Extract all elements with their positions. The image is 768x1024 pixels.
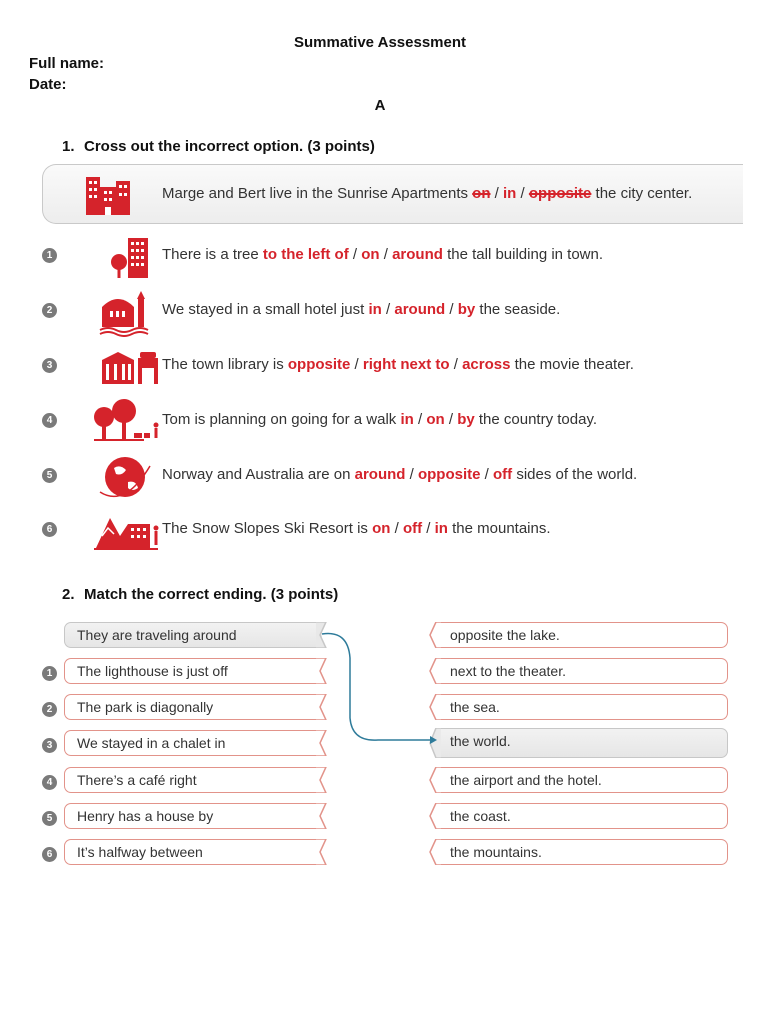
- apartments-icon: [83, 171, 135, 217]
- q1-item: [42, 506, 742, 556]
- example-option-crossed[interactable]: opposite: [528, 185, 592, 202]
- right-ending[interactable]: the sea.: [436, 694, 728, 720]
- right-ending-example: the world.: [436, 728, 728, 758]
- q1-number: 1.: [62, 138, 75, 155]
- example-after: the city center.: [595, 185, 693, 202]
- example-before: Marge and Bert live in the Sunrise Apartments: [162, 185, 468, 202]
- item-number-badge: 4: [42, 775, 57, 790]
- option[interactable]: to the left of: [262, 246, 349, 263]
- option[interactable]: by: [457, 301, 476, 318]
- q1-example-box: [42, 164, 743, 224]
- right-ending[interactable]: next to the theater.: [436, 658, 728, 684]
- option[interactable]: in: [434, 520, 448, 537]
- option[interactable]: off: [402, 520, 423, 537]
- item-number-badge: 3: [42, 358, 57, 373]
- date-label: Date:: [29, 76, 67, 93]
- option[interactable]: around: [354, 466, 406, 483]
- item-sentence: The town library is opposite / right next to / across the movie theater.: [162, 356, 634, 373]
- q1-item: [42, 232, 742, 282]
- item-sentence: There is a tree to the left of / on / around the tall building in town.: [162, 246, 604, 263]
- option[interactable]: on: [361, 246, 380, 263]
- item-number-badge: 3: [42, 738, 57, 753]
- option[interactable]: around: [392, 246, 443, 263]
- item-number-badge: 6: [42, 522, 57, 537]
- q1-heading: [62, 138, 375, 155]
- option[interactable]: by: [457, 411, 475, 428]
- option[interactable]: across: [462, 356, 511, 373]
- countryside-walk-icon: [70, 397, 160, 447]
- right-ending[interactable]: the coast.: [436, 803, 728, 829]
- globe-icon: [70, 452, 160, 502]
- option[interactable]: opposite: [417, 466, 481, 483]
- option[interactable]: on: [372, 520, 391, 537]
- q1-heading-text: Cross out the incorrect option. (3 points): [84, 138, 375, 155]
- q2-heading-text: Match the correct ending. (3 points): [84, 586, 339, 603]
- right-ending[interactable]: the mountains.: [436, 839, 728, 865]
- item-number-badge: 2: [42, 303, 57, 318]
- item-number-badge: 4: [42, 413, 57, 428]
- item-sentence: We stayed in a small hotel just in / around / by the seaside.: [162, 301, 561, 318]
- item-number-badge: 5: [42, 811, 57, 826]
- q2-heading: [62, 586, 338, 603]
- left-phrase[interactable]: It’s halfway between: [64, 839, 322, 865]
- item-sentence: The Snow Slopes Ski Resort is on / off / in the mountains.: [162, 520, 551, 537]
- item-number-badge: 6: [42, 847, 57, 862]
- item-sentence: Norway and Australia are on around / opposite / off sides of the world.: [162, 466, 638, 483]
- left-phrase[interactable]: There’s a café right: [64, 767, 322, 793]
- option[interactable]: in: [400, 411, 414, 428]
- option[interactable]: opposite: [287, 356, 351, 373]
- q2-number: 2.: [62, 586, 75, 603]
- option[interactable]: off: [492, 466, 513, 483]
- item-sentence: Tom is planning on going for a walk in / on / by the country today.: [162, 411, 597, 428]
- ski-resort-icon: [70, 506, 160, 556]
- example-match-arrow: [318, 628, 438, 748]
- tree-building-icon: [70, 232, 160, 282]
- seaside-hotel-icon: [70, 287, 160, 337]
- item-number-badge: 1: [42, 248, 57, 263]
- q1-item: [42, 287, 742, 337]
- q1-item: [42, 342, 742, 392]
- item-number-badge: 5: [42, 468, 57, 483]
- example-option-crossed[interactable]: on: [472, 185, 491, 202]
- left-phrase[interactable]: The lighthouse is just off: [64, 658, 322, 684]
- q1-example-sentence: Marge and Bert live in the Sunrise Apartments on / in / opposite the city center.: [162, 185, 693, 202]
- left-phrase-example: They are traveling around: [64, 622, 322, 648]
- full-name-label: Full name:: [29, 55, 105, 72]
- option[interactable]: in: [368, 301, 382, 318]
- option[interactable]: right next to: [362, 356, 450, 373]
- left-phrase[interactable]: The park is diagonally: [64, 694, 322, 720]
- right-ending[interactable]: the airport and the hotel.: [436, 767, 728, 793]
- item-number-badge: 2: [42, 702, 57, 717]
- page-title: Summative Assessment: [293, 34, 467, 51]
- right-ending[interactable]: opposite the lake.: [436, 622, 728, 648]
- option[interactable]: on: [426, 411, 445, 428]
- q1-item: [42, 397, 742, 447]
- option[interactable]: around: [394, 301, 446, 318]
- q1-item: [42, 452, 742, 502]
- left-phrase[interactable]: We stayed in a chalet in: [64, 730, 322, 756]
- item-number-badge: 1: [42, 666, 57, 681]
- version-label: A: [374, 97, 386, 114]
- left-phrase[interactable]: Henry has a house by: [64, 803, 322, 829]
- library-theater-icon: [70, 342, 160, 392]
- example-option[interactable]: in: [503, 185, 517, 202]
